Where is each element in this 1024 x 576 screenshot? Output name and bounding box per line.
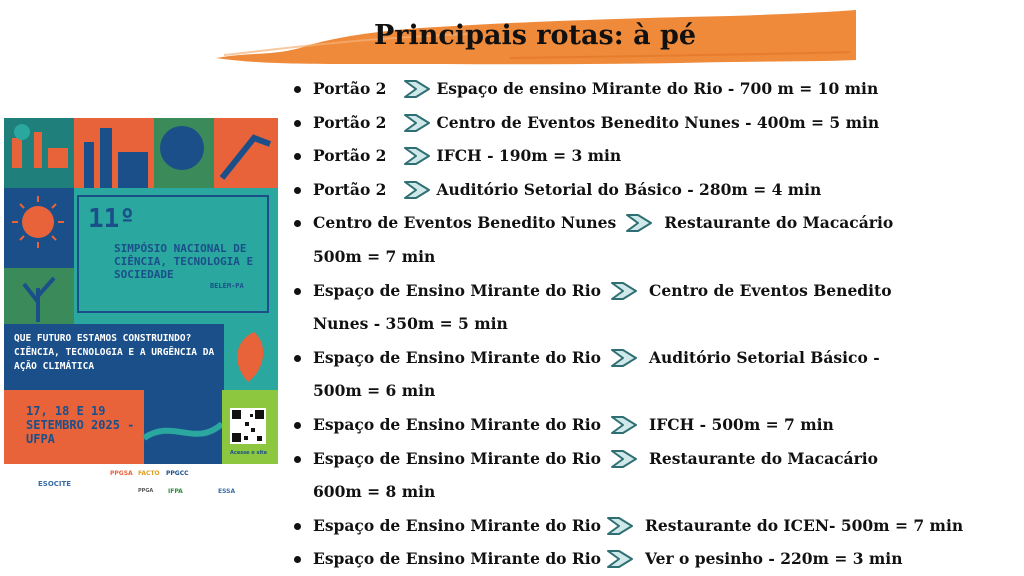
bullet-icon [294, 220, 301, 227]
logo-essa: ESSA [218, 488, 236, 495]
bullet-icon [294, 153, 301, 160]
page-title: Principais rotas: à pé [373, 20, 697, 51]
route-origin: Espaço de Ensino Mirante do Rio [313, 515, 602, 535]
poster-event-name: SIMPÓSIO NACIONAL DE CIÊNCIA, TECNOLOGIA E SOCIEDADE [114, 242, 254, 281]
poster-date: 17, 18 E 19 SETEMBRO 2025 - UFPA [26, 404, 135, 446]
logo-esocite: ESOCITE [38, 480, 72, 488]
route-destination: Ver o pesinho - 220m = 3 min [645, 549, 903, 569]
chevron-right-icon [605, 516, 635, 536]
logo-ppgsa: PPGSA [110, 470, 133, 477]
route-item [292, 139, 1022, 173]
route-destination: Restaurante do Macacário [649, 448, 878, 468]
route-origin: Espaço de Ensino Mirante do Rio [313, 347, 602, 367]
bullet-icon [294, 456, 301, 463]
chevron-right-icon [609, 281, 639, 301]
route-item-continuation: 500m = 6 min [313, 381, 436, 401]
bullet-icon [294, 187, 301, 194]
route-item [292, 442, 1022, 476]
route-origin: Portão 2 [313, 146, 387, 166]
title-banner [210, 8, 860, 66]
bullet-icon [294, 86, 301, 93]
route-destination: Centro de Eventos Benedito Nunes - 400m = 5 min [436, 112, 880, 132]
route-destination: Auditório Setorial do Básico - 280m = 4 min [436, 179, 822, 199]
bullet-icon [294, 523, 301, 530]
poster-site-caption: Acesse o site [230, 450, 267, 456]
route-origin: Espaço de Ensino Mirante do Rio [313, 448, 602, 468]
route-item [292, 542, 1022, 576]
route-item-continuation: 600m = 8 min [313, 482, 436, 502]
bullet-icon [294, 422, 301, 429]
route-origin: Portão 2 [313, 179, 387, 199]
chevron-right-icon [402, 113, 432, 133]
route-destination: IFCH - 190m = 3 min [436, 146, 622, 166]
route-item [292, 341, 1022, 375]
route-origin: Espaço de Ensino Mirante do Rio [313, 549, 602, 569]
bullet-icon [294, 120, 301, 127]
route-item [292, 206, 1022, 240]
route-item [292, 408, 1022, 442]
route-origin: Portão 2 [313, 79, 387, 98]
route-item-continuation: Nunes - 350m = 5 min [313, 314, 508, 334]
route-item [292, 509, 1022, 543]
event-poster [4, 118, 278, 464]
chevron-right-icon [624, 213, 654, 233]
route-destination: IFCH - 500m = 7 min [649, 414, 834, 434]
chevron-right-icon [402, 79, 432, 99]
route-item [292, 106, 1022, 140]
route-destination: Espaço de ensino Mirante do Rio - 700 m = 10 min [436, 79, 879, 98]
bullet-icon [294, 355, 301, 362]
chevron-right-icon [402, 146, 432, 166]
bullet-icon [294, 288, 301, 295]
route-item [292, 72, 1022, 106]
route-origin: Espaço de Ensino Mirante do Rio [313, 414, 602, 434]
chevron-right-icon [609, 415, 639, 435]
route-item [292, 274, 1022, 308]
route-list [292, 72, 1022, 576]
chevron-right-icon [605, 549, 635, 569]
route-origin: Centro de Eventos Benedito Nunes [313, 213, 617, 233]
sponsor-logos [30, 468, 260, 502]
poster-edition-number: 11º [88, 204, 135, 234]
route-origin: Portão 2 [313, 112, 387, 132]
bullet-icon [294, 556, 301, 563]
route-destination: Restaurante do ICEN- 500m = 7 min [645, 515, 964, 535]
chevron-right-icon [609, 348, 639, 368]
logo-ppgcc: PPGCC [166, 470, 189, 477]
logo-facto: FACTO [138, 470, 160, 477]
route-origin: Espaço de Ensino Mirante do Rio [313, 280, 602, 300]
poster-question: QUE FUTURO ESTAMOS CONSTRUINDO? CIÊNCIA, TECNOLOGIA E A URGÊNCIA DA AÇÃO CLIMÁTICA [14, 333, 215, 372]
route-item-continuation: 500m = 7 min [313, 246, 436, 266]
chevron-right-icon [609, 449, 639, 469]
route-destination: Restaurante do Macacário [664, 213, 894, 233]
route-destination: Centro de Eventos Benedito [649, 280, 892, 300]
chevron-right-icon [402, 180, 432, 200]
logo-ifpa: IFPA [168, 488, 183, 495]
logo-ppga: PPGA [138, 488, 154, 494]
poster-city: BELÉM-PA [210, 282, 244, 290]
route-item [292, 173, 1022, 207]
route-destination: Auditório Setorial Básico - [649, 347, 880, 367]
